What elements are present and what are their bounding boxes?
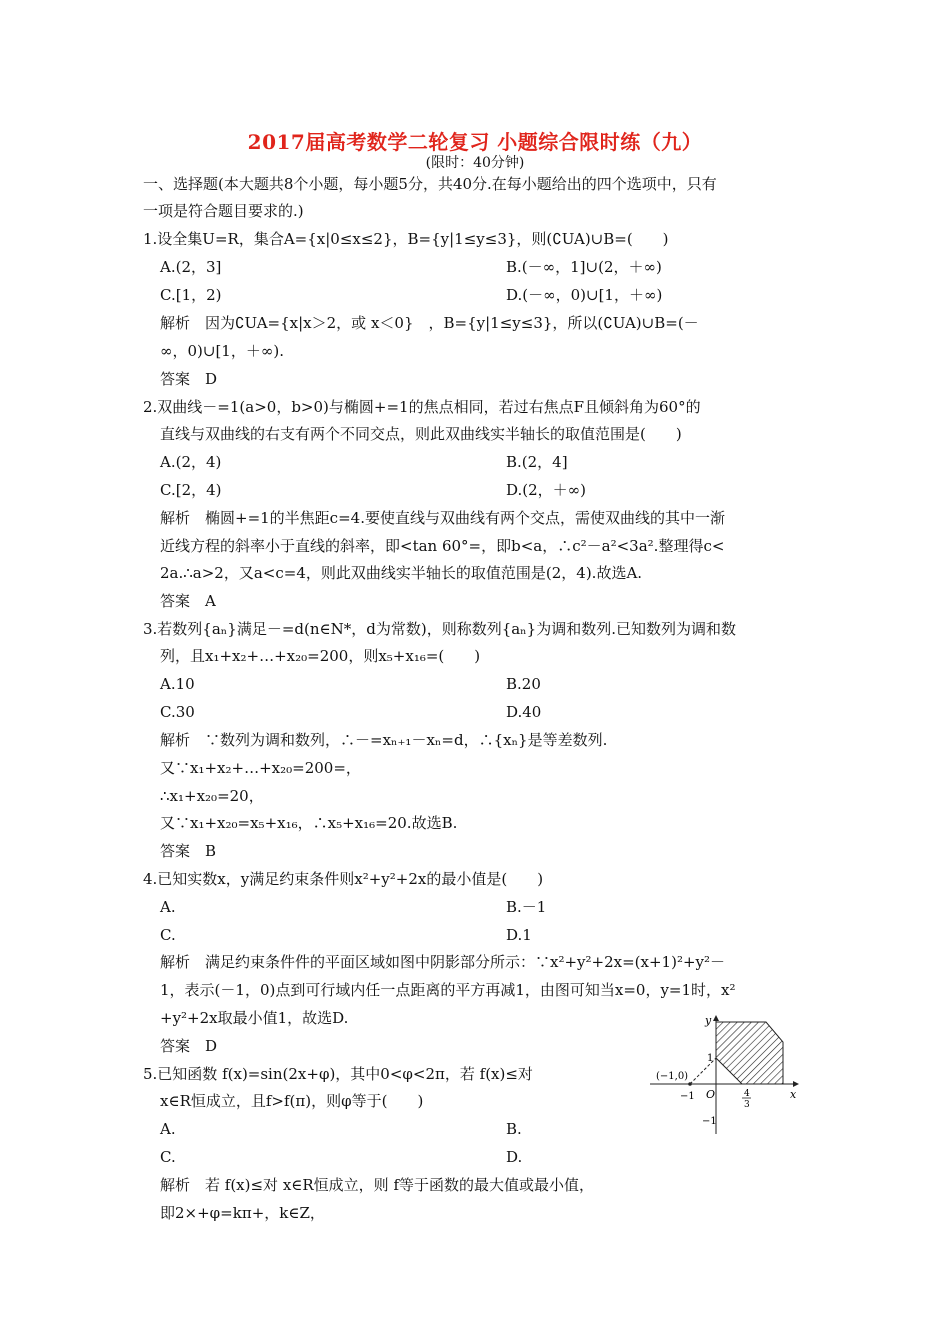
q3-option-a: A.10 — [160, 675, 195, 693]
q3-option-b: B.20 — [506, 675, 541, 693]
q1-option-a: A.(2，3] — [160, 258, 222, 276]
q5-solution-line2: 即2×+φ=kπ+，k∈Z， — [160, 1204, 325, 1222]
time-limit: (限时：40分钟) — [425, 155, 525, 171]
q5-option-c: C. — [160, 1148, 176, 1166]
q5-stem-line2: x∈R恒成立，且f>f(π)，则φ等于( ) — [160, 1092, 424, 1110]
q1-option-b: B.(－∞，1]∪(2，＋∞) — [506, 258, 662, 276]
q4-option-c: C. — [160, 926, 176, 944]
q3-option-c: C.30 — [160, 703, 195, 721]
page-title: 2017届高考数学二轮复习 小题综合限时练（九） — [247, 130, 703, 154]
q1-answer: 答案 D — [160, 370, 218, 388]
q3-solution-line2: 又∵x₁+x₂+…+x₂₀=200=， — [160, 759, 361, 777]
q1-solution-line1: 解析 因为∁UA={x|x＞2，或 x＜0} ，B={y|1≤y≤3}，所以(∁UA)∪B=(－ — [160, 314, 699, 332]
q1-option-d: D.(－∞，0)∪[1，＋∞) — [506, 286, 663, 304]
q4-option-b: B.－1 — [506, 898, 547, 916]
q3-stem-line1: 3.若数列{aₙ}满足－=d(n∈N*，d为常数)，则称数列{aₙ}为调和数列.已知数列为调和数 — [143, 620, 736, 638]
point-label: (−1,0) — [656, 1071, 689, 1082]
q5-option-b: B. — [506, 1120, 522, 1138]
q4-answer: 答案 D — [160, 1037, 218, 1055]
shaded-region — [716, 1022, 783, 1084]
q1-solution-line2: ∞，0)∪[1，＋∞). — [160, 342, 284, 360]
q2-solution-line1: 解析 椭圆+=1的半焦距c=4.要使直线与双曲线有两个交点，需使双曲线的其中一渐 — [160, 509, 725, 527]
tick-label-1: 1 — [707, 1053, 714, 1064]
feasible-region-graph — [648, 1012, 808, 1142]
q3-stem-line2: 列，且x₁+x₂+…+x₂₀=200，则x₅+x₁₆=( ) — [160, 647, 481, 665]
q5-stem-line1: 5.已知函数 f(x)=sin(2x+φ)，其中0<φ<2π，若 f(x)≤对 — [143, 1065, 533, 1083]
section-intro-line1: 一、选择题(本大题共8个小题，每小题5分，共40分.在每小题给出的四个选项中，只有 — [143, 175, 717, 193]
q4-solution-line1: 解析 满足约束条件件的平面区域如图中阴影部分所示：∵x²+y²+2x=(x+1)²+y²－ — [160, 953, 726, 971]
q4-option-a: A. — [160, 898, 176, 916]
tick-label-neg1-y: −1 — [702, 1116, 717, 1127]
q4-solution-line3: +y²+2x取最小值1，故选D. — [160, 1009, 349, 1027]
q2-option-d: D.(2，＋∞) — [506, 481, 587, 499]
q5-option-a: A. — [160, 1120, 176, 1138]
tick-label-4-3-num: 4 — [744, 1089, 750, 1099]
q4-stem: 4.已知实数x，y满足约束条件则x²+y²+2x的最小值是( ) — [143, 870, 544, 888]
q2-stem-line2: 直线与双曲线的右支有两个不同交点，则此双曲线实半轴长的取值范围是( ) — [160, 425, 682, 443]
y-axis-label: y — [705, 1014, 712, 1027]
q3-answer: 答案 B — [160, 842, 217, 860]
q3-solution-line1: 解析 ∵数列为调和数列，∴－=xₙ₊₁－xₙ=d，∴{xₙ}是等差数列. — [160, 731, 608, 749]
q2-solution-line2: 近线方程的斜率小于直线的斜率，即<tan 60°=，即b<a，∴c²－a²<3a².整理得c< — [160, 537, 725, 555]
q2-answer: 答案 A — [160, 592, 216, 610]
q1-stem: 1.设全集U=R，集合A={x|0≤x≤2}，B={y|1≤y≤3}，则(∁UA)∪B=( ) — [143, 230, 669, 248]
q5-option-d: D. — [506, 1148, 523, 1166]
origin-label: O — [706, 1088, 716, 1101]
q3-solution-line3: ∴x₁+x₂₀=20， — [160, 787, 264, 805]
x-axis-label: x — [790, 1088, 797, 1101]
section-intro-line2: 一项是符合题目要求的.) — [143, 202, 304, 220]
q3-option-d: D.40 — [506, 703, 542, 721]
q2-stem-line1: 2.双曲线－=1(a>0，b>0)与椭圆+=1的焦点相同，若过右焦点F且倾斜角为60°的 — [143, 398, 701, 416]
q4-solution-line2: 1，表示(－1，0)点到可行域内任一点距离的平方再减1，由图可知当x=0，y=1时，x² — [160, 981, 736, 999]
q2-option-c: C.[2，4) — [160, 481, 222, 499]
tick-label-neg1-x: −1 — [680, 1091, 695, 1102]
q1-option-c: C.[1，2) — [160, 286, 222, 304]
q5-solution-line1: 解析 若 f(x)≤对 x∈R恒成立，则 f等于函数的最大值或最小值， — [160, 1176, 594, 1194]
q2-option-a: A.(2，4) — [160, 453, 222, 471]
q4-option-d: D.1 — [506, 926, 532, 944]
q3-solution-line4: 又∵x₁+x₂₀=x₅+x₁₆，∴x₅+x₁₆=20.故选B. — [160, 814, 458, 832]
tick-label-4-3-den: 3 — [744, 1100, 750, 1110]
q2-solution-line3: 2a.∴a>2，又a<c=4，则此双曲线实半轴长的取值范围是(2，4).故选A. — [160, 564, 643, 582]
q2-option-b: B.(2，4] — [506, 453, 568, 471]
